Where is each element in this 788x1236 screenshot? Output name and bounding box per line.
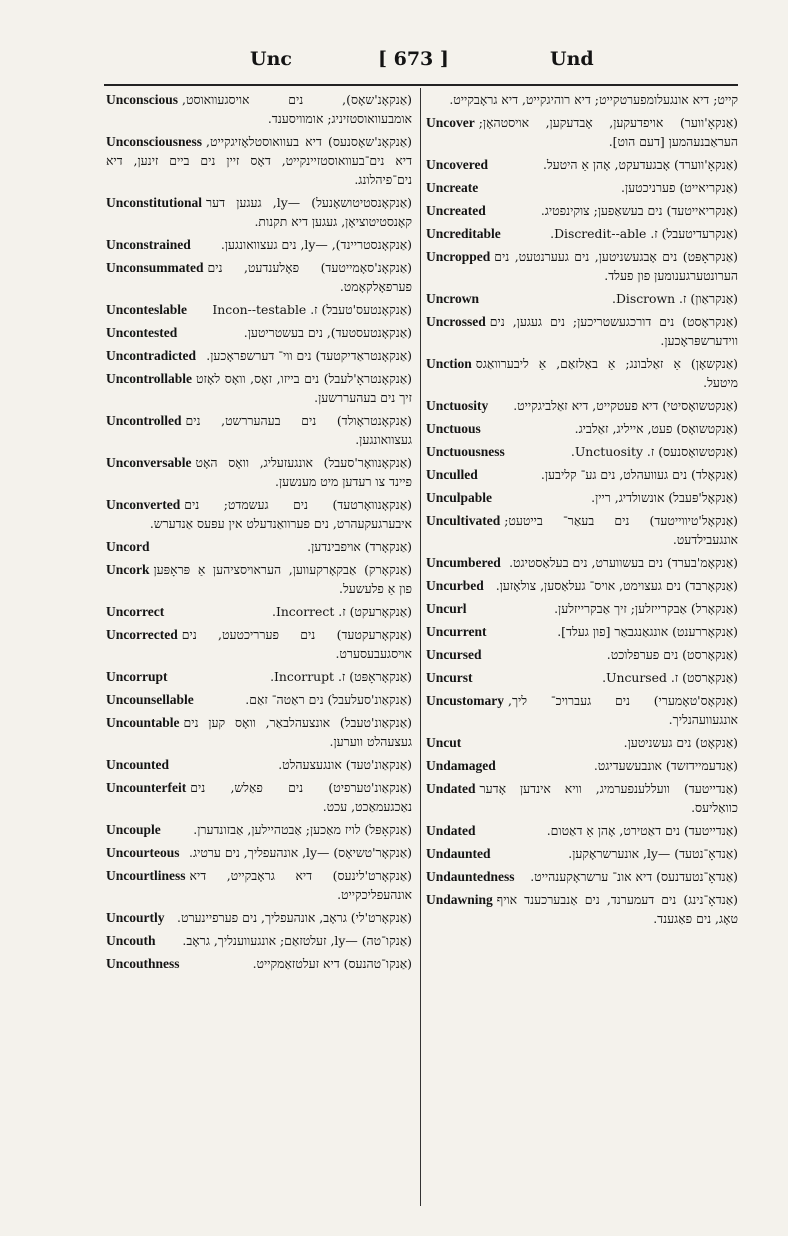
entry-headword: Unconstrained bbox=[106, 237, 191, 252]
entry-definition: (אַנדאָ־נינג) נים דעמערנד, נים אַנבערכענד אויף טאָג, נים פאַגענד. bbox=[496, 892, 738, 926]
entry-headword: Unculpable bbox=[426, 490, 493, 505]
entry-definition: (אַנקאָרל) אַבקרייזלען; זיך אַבקרייזלען. bbox=[554, 601, 738, 616]
dictionary-entry bbox=[426, 442, 738, 461]
entry-headword: Uncouth bbox=[106, 933, 156, 948]
entry-definition: (אַנקאָרק) אַבקאָרקעווען, העראויסציהען אַ פּראָפּען פון אַ פלעשעל. bbox=[153, 562, 412, 596]
dictionary-entry bbox=[426, 844, 738, 863]
dictionary-entry bbox=[426, 821, 738, 840]
dictionary-entry bbox=[426, 890, 738, 928]
entry-definition: (אַנקו־טה) —ly, זעלטזאַם; אונגעווענליך, גראָב. bbox=[182, 933, 412, 948]
entry-definition: (אַנקטשואָסיטי) דיא פעטקייט, דיא זאַלביגקייט. bbox=[513, 398, 738, 413]
header-left-guide-word: Unc bbox=[250, 48, 292, 70]
entry-headword: Uncovered bbox=[426, 157, 488, 172]
entry-headword: Uncourtly bbox=[106, 910, 165, 925]
entry-definition: (אַנקאָנטראַדיקטעד) נים ווי־ דערשפראָכען. bbox=[206, 348, 412, 363]
dictionary-entry bbox=[106, 258, 412, 296]
entry-definition: (אַנקאָ'ווערד) אָבגעדעקט, אָהן אַ היטעל. bbox=[542, 157, 738, 172]
entry-definition: (אַנקאָ'ווער) אויפדעקען, אָבדעקען, אויסטהאָן; העראַבנעהמען [דעם הוט]. bbox=[478, 115, 738, 149]
entry-definition: (אַנקאָס'טאָמערי) נים געברויכ־ ליך, אונגעוועהנליך. bbox=[508, 693, 738, 727]
entry-definition: (אַנקאָרעקטעד) נים פערריכטעט, נים אויסגעבעסערט. bbox=[181, 627, 412, 661]
entry-definition: (אַנקריאייטעד) נים בעשאַפען; צוקינפטיג. bbox=[540, 203, 738, 218]
dictionary-entry bbox=[426, 289, 738, 308]
entry-definition: (אַנקאָראָפּט) ז. Incorrupt. bbox=[270, 669, 412, 684]
entry-headword: Undauntedness bbox=[426, 869, 515, 884]
entry-headword: Uncurbed bbox=[426, 578, 484, 593]
entry-headword: Uncounterfeit bbox=[106, 780, 187, 795]
dictionary-entry bbox=[106, 369, 412, 407]
dictionary-entry bbox=[426, 113, 738, 151]
entry-definition: (אַנקאָרט'לינעס) דיא גראָבקייט, דיא אונהעפליכקייט. bbox=[189, 868, 412, 902]
entry-headword: Unctuous bbox=[426, 421, 481, 436]
entry-headword: Uncouthness bbox=[106, 956, 180, 971]
entry-definition: (אַנקאַונ'טעד) אונגעצעהלט. bbox=[278, 757, 412, 772]
entry-headword: Uncreated bbox=[426, 203, 486, 218]
dictionary-entry bbox=[426, 201, 738, 220]
entry-definition: (אַנקאַונ'טערפיט) נים פאַלש, נים נאַכגעמאַכט, עכט. bbox=[190, 780, 412, 814]
right-column bbox=[426, 90, 738, 932]
dictionary-entry bbox=[106, 866, 412, 904]
entry-definition: (אַנקאָל'טיווייטעד) נים בעאַר־ בייטעט; אונגעבילדעט. bbox=[504, 513, 738, 547]
dictionary-entry bbox=[426, 224, 738, 243]
entry-headword: Unconstitutional bbox=[106, 195, 203, 210]
dictionary-entry bbox=[106, 235, 412, 254]
dictionary-entry bbox=[426, 354, 738, 392]
entry-headword: Uncountable bbox=[106, 715, 180, 730]
entry-definition: (אַנקאָל'פּעבל) אונשולדיג, ריין. bbox=[591, 490, 738, 505]
dictionary-entry bbox=[426, 178, 738, 197]
entry-headword: Unction bbox=[426, 356, 472, 371]
entry-headword: Uncorrected bbox=[106, 627, 178, 642]
entry-definition: (אַנקאָרעקט) ז. Incorrect. bbox=[271, 604, 412, 619]
entry-definition: (אַנדעמיידזשד) אונבעשעדיגט. bbox=[593, 758, 738, 773]
dictionary-entry bbox=[106, 132, 412, 189]
entry-headword: Unculled bbox=[426, 467, 478, 482]
dictionary-entry bbox=[106, 411, 412, 449]
dictionary-entry bbox=[106, 346, 412, 365]
dictionary-entry bbox=[106, 778, 412, 816]
entry-definition: (אַנקשאָן) אַ זאַלבונג; אַ באַלזאַם, אַ ליבערוואַגס מיטעל. bbox=[475, 356, 738, 390]
entry-definition: (אַנקראָסט) נים דורכגעשטריכען; נים געגען, נים ווידערשפּראָכען. bbox=[489, 314, 738, 348]
entry-headword: Uncursed bbox=[426, 647, 482, 662]
entry-headword: Uncropped bbox=[426, 249, 491, 264]
dictionary-entry bbox=[106, 690, 412, 709]
dictionary-entry bbox=[426, 511, 738, 549]
dictionary-entry bbox=[106, 537, 412, 556]
entry-definition: (אַנקטשואָסנעס) ז. Unctuosity. bbox=[570, 444, 738, 459]
entry-definition: (אַנקאָנוואָרטעד) נים געשמדט; נים איבערגעקעהרט, נים פערוואַנדעלט אין עפּעס אַנדערש. bbox=[149, 497, 412, 531]
entry-definition: קייט; דיא אונגעלומפערטקייט; דיא רוהיגקייט, דיא גראָבקייט. bbox=[449, 92, 738, 107]
entry-headword: Unctuousness bbox=[426, 444, 505, 459]
dictionary-entry bbox=[426, 155, 738, 174]
entry-headword: Unctuosity bbox=[426, 398, 489, 413]
header-right-guide-word: Und bbox=[550, 48, 594, 70]
dictionary-entry bbox=[426, 645, 738, 664]
entry-definition: (אַנקאַונ'טעבל) אונצעהלבאַר, וואָס קען נים געצעהלט ווערען. bbox=[183, 715, 412, 749]
dictionary-entry bbox=[426, 576, 738, 595]
entry-headword: Uncurrent bbox=[426, 624, 487, 639]
entry-definition: (אַנקאָנ'סאָמייטעד) פאָלענדעט, נים פערפאָלקאָמט. bbox=[207, 260, 412, 294]
entry-headword: Uncontrollable bbox=[106, 371, 193, 386]
entry-definition: (אַנקאָנסטיטושאָנעל) —ly, געגען דער קאָנסטיטוציאָן, געגען דיא תקנות. bbox=[206, 195, 412, 229]
entry-headword: Unconscious bbox=[106, 92, 179, 107]
entry-definition: (אַנקאָנטעסטעד), נים בעשטריטען. bbox=[243, 325, 412, 340]
dictionary-entry bbox=[426, 553, 738, 572]
entry-headword: Uncontrolled bbox=[106, 413, 182, 428]
entry-headword: Uncouple bbox=[106, 822, 161, 837]
dictionary-entry bbox=[106, 560, 412, 598]
entry-definition: (אַנקאָנוואָר'סעבל) אונגעזעליג, וואָס האָט פיינד צו רעדען מיט מענשען. bbox=[195, 455, 412, 489]
dictionary-entry bbox=[106, 713, 412, 751]
dictionary-entry bbox=[106, 908, 412, 927]
entry-headword: Uncreditable bbox=[426, 226, 501, 241]
entry-headword: Unconversable bbox=[106, 455, 192, 470]
dictionary-entry bbox=[106, 667, 412, 686]
entry-headword: Uncontradicted bbox=[106, 348, 196, 363]
entry-definition: (אַנדאָ־נטעדנעס) דיא אונ־ ערשראָקענהייט. bbox=[530, 869, 738, 884]
entry-headword: Uncorrupt bbox=[106, 669, 168, 684]
dictionary-entry bbox=[426, 465, 738, 484]
entry-headword: Unconsciousness bbox=[106, 134, 203, 149]
dictionary-entry bbox=[426, 599, 738, 618]
entry-headword: Uncultivated bbox=[426, 513, 501, 528]
dictionary-entry bbox=[106, 300, 412, 319]
entry-headword: Uncord bbox=[106, 539, 150, 554]
entry-definition: (אַנקריאייט) פערניכטען. bbox=[621, 180, 738, 195]
entry-definition: (אַנקראָפּט) נים אָבגעשניטען, נים געערנטעט, נים הערונטערגענומען פון פעלד. bbox=[494, 249, 738, 283]
entry-definition: (אַנקאָרסט) ז. Uncursed. bbox=[602, 670, 738, 685]
entry-definition: (אַנקאָררענט) אונגאַנגבאַר [פון געלד]. bbox=[557, 624, 738, 639]
entry-definition: (אַנקאָפּל) לויז מאַכען; אַבטהיילען, אַבזונדערן. bbox=[193, 822, 412, 837]
entry-headword: Uncounted bbox=[106, 757, 170, 772]
dictionary-entry bbox=[106, 755, 412, 774]
entry-headword: Uncourtliness bbox=[106, 868, 186, 883]
page-number: [ 673 ] bbox=[378, 48, 449, 70]
dictionary-entry bbox=[106, 323, 412, 342]
entry-headword: Unconsummated bbox=[106, 260, 204, 275]
entry-headword: Uncontested bbox=[106, 325, 178, 340]
entry-headword: Undaunted bbox=[426, 846, 491, 861]
entry-definition: (אַנדאָ־נטעד) —ly, אונערשראָקען. bbox=[568, 846, 738, 861]
entry-headword: Uncrossed bbox=[426, 314, 486, 329]
entry-headword: Undated bbox=[426, 823, 476, 838]
dictionary-entry bbox=[106, 954, 412, 973]
entry-headword: Uncustomary bbox=[426, 693, 504, 708]
dictionary-entry bbox=[106, 931, 412, 950]
entry-headword: Uncounsellable bbox=[106, 692, 194, 707]
dictionary-entry bbox=[106, 193, 412, 231]
entry-definition: (אַנקאָנ'שאָסנעס) דיא בעוואוסטלאָזיגקייט, דיא נים־בעוואוסטזיינקייט, דאָס זיין נים ביים זינען, דיא נים־פיהלונג. bbox=[106, 134, 412, 187]
entry-definition: (אַנקאָנטראָולד) נים בעהעררשט, נים געצוואונגען. bbox=[185, 413, 412, 447]
entry-definition: (אַנקאָט) נים געשניטען. bbox=[623, 735, 738, 750]
dictionary-entry bbox=[426, 247, 738, 285]
entry-headword: Uncreate bbox=[426, 180, 479, 195]
dictionary-entry bbox=[426, 756, 738, 775]
dictionary-entry bbox=[106, 90, 412, 128]
entry-definition: (אַנקאָרד) אויפבינדען. bbox=[307, 539, 412, 554]
entry-definition: (אַנקראַון) ז. Discrown. bbox=[611, 291, 738, 306]
entry-definition: (אַנקאָרט'לי) גראָב, אונהעפליך, נים פערפיינערט. bbox=[177, 910, 412, 925]
entry-definition: (אַנקטשואָס) פעט, אייליג, זאַלביג. bbox=[574, 421, 738, 436]
dictionary-entry bbox=[426, 867, 738, 886]
entry-headword: Undated bbox=[426, 781, 476, 796]
entry-headword: Unconverted bbox=[106, 497, 181, 512]
entry-headword: Uncourteous bbox=[106, 845, 180, 860]
entry-headword: Uncork bbox=[106, 562, 150, 577]
dictionary-entry bbox=[106, 495, 412, 533]
entry-headword: Uncut bbox=[426, 735, 462, 750]
dictionary-entry bbox=[426, 312, 738, 350]
entry-definition: (אַנקאָר'טשיאָס) —ly, אונהעפליך, נים ערטיג. bbox=[189, 845, 412, 860]
header-rule bbox=[104, 84, 738, 86]
dictionary-entry bbox=[106, 625, 412, 663]
dictionary-entry bbox=[106, 602, 412, 621]
entry-definition: (אַנקו־טהנעס) דיא זעלטזאַמקייט. bbox=[252, 956, 412, 971]
dictionary-entry bbox=[426, 733, 738, 752]
entry-headword: Undawning bbox=[426, 892, 493, 907]
entry-headword: Uncrown bbox=[426, 291, 480, 306]
entry-definition: (אַנדייטעד) וועללענפערמיג, וויא אינדען אָדער כוואַליעס. bbox=[479, 781, 738, 815]
dictionary-entry bbox=[426, 779, 738, 817]
dictionary-entry bbox=[426, 90, 738, 109]
entry-headword: Uncover bbox=[426, 115, 475, 130]
dictionary-entry bbox=[106, 453, 412, 491]
entry-headword: Undamaged bbox=[426, 758, 496, 773]
page-header bbox=[100, 40, 740, 80]
entry-definition: (אַנקאַונ'סעלעבל) נים ראַטה־ זאַם. bbox=[245, 692, 412, 707]
entry-headword: Unconteslable bbox=[106, 302, 187, 317]
entry-definition: (אַנקאָנסטריינד), —ly, נים געצוואונגען. bbox=[220, 237, 412, 252]
entry-headword: Uncorrect bbox=[106, 604, 165, 619]
dictionary-entry bbox=[106, 820, 412, 839]
dictionary-entry bbox=[426, 668, 738, 687]
entry-headword: Uncurst bbox=[426, 670, 473, 685]
entry-definition: (אַנדייטעד) נים דאַטירט, אָהן אַ דאַטום. bbox=[546, 823, 738, 838]
dictionary-entry bbox=[426, 691, 738, 729]
entry-definition: (אַנקאָנטראָ'לעבל) נים בייזו, זאָס, וואָס לאָזט זיך נים בעהעררשען. bbox=[196, 371, 412, 405]
entry-definition: (אַנקאָלד) נים געוועהלט, נים גע־ קליבען. bbox=[540, 467, 738, 482]
entry-headword: Uncumbered bbox=[426, 555, 501, 570]
dictionary-entry bbox=[106, 843, 412, 862]
dictionary-entry bbox=[426, 419, 738, 438]
entry-definition: (אַנקאָנ'שאָס), נים אויסגעוואוסט, אומבעוואוסטזיניג; אומוויסענד. bbox=[182, 92, 412, 126]
dictionary-entry bbox=[426, 622, 738, 641]
entry-headword: Uncurl bbox=[426, 601, 467, 616]
entry-definition: (אַנקאָרסט) נים פערפלוכט. bbox=[606, 647, 738, 662]
dictionary-entry bbox=[426, 488, 738, 507]
left-column bbox=[106, 90, 412, 977]
dictionary-entry bbox=[426, 396, 738, 415]
column-divider bbox=[420, 88, 421, 1206]
entry-definition: (אַנקאָנטעס'טעבל) ז. Incon--testable bbox=[212, 302, 412, 317]
entry-definition: (אַנקאָרבד) נים געצוימט, אויס־ געלאַסען, צולאָזען. bbox=[495, 578, 738, 593]
entry-definition: (אַנקאָמ'בערד) נים בעשווערט, נים בעלאַסטיגט. bbox=[509, 555, 738, 570]
entry-definition: (אַנקרעדיטעבל) ז. Discredit--able. bbox=[550, 226, 738, 241]
